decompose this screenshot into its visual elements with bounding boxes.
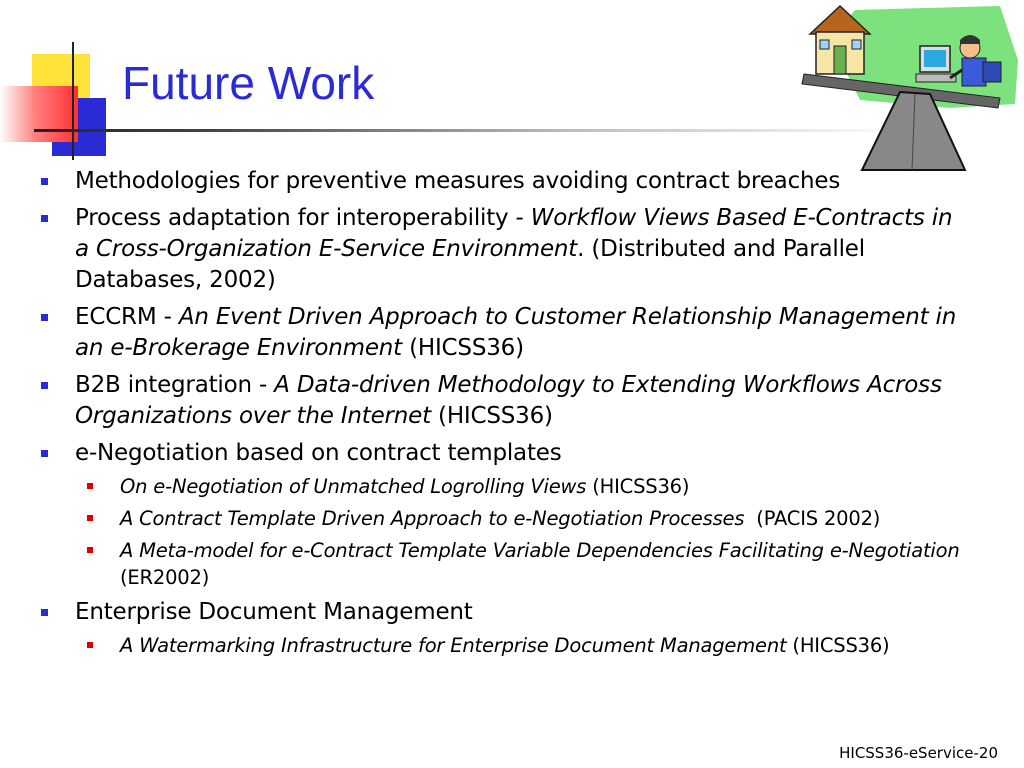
sub-bullet-list [85, 632, 960, 659]
bullet-item: Process adaptation for interoperability - Workflow Views Based E-Contracts in a Cross-Organization E-Service Environment. (Distributed and Parallel Databases, 2002) [40, 203, 960, 296]
square-bullet-icon [41, 382, 48, 389]
square-bullet-icon [41, 178, 48, 185]
square-bullet-icon [87, 515, 93, 521]
bullet-item: Methodologies for preventive measures avoiding contract breaches [40, 166, 960, 197]
sub-bullet-item: A Contract Template Driven Approach to e-Negotiation Processes (PACIS 2002) [85, 505, 960, 532]
square-bullet-icon [41, 215, 48, 222]
square-bullet-icon [87, 547, 93, 553]
decorative-red-gradient [0, 86, 78, 142]
slide-footer: HICSS36-eService-20 [839, 744, 998, 762]
square-bullet-icon [41, 450, 48, 457]
bullet-item: ECCRM - An Event Driven Approach to Customer Relationship Management in an e-Brokerage Environment (HICSS36) [40, 302, 960, 364]
title-underline [34, 129, 914, 132]
square-bullet-icon [41, 609, 48, 616]
sub-bullet-item: A Watermarking Infrastructure for Enterprise Document Management (HICSS36) [85, 632, 960, 659]
paper-title: A Watermarking Infrastructure for Enterprise Document Management [120, 634, 787, 657]
paper-title: On e-Negotiation of Unmatched Logrolling Views [120, 475, 587, 498]
square-bullet-icon [41, 314, 48, 321]
paper-title: Workflow Views Based E-Contracts in a Cross-Organization E-Service Environment [75, 205, 953, 262]
bullet-list [40, 166, 960, 665]
square-bullet-icon [87, 483, 93, 489]
paper-title: An Event Driven Approach to Customer Relationship Management in an e-Brokerage Environment [75, 304, 957, 361]
sub-bullet-item: On e-Negotiation of Unmatched Logrolling Views (HICSS36) [85, 473, 960, 500]
seesaw-house-vs-computer-icon [800, 0, 1024, 175]
slide-title: Future Work [122, 57, 375, 109]
paper-title: A Meta-model for e-Contract Template Variable Dependencies Facilitating e-Negotiation [120, 539, 960, 562]
square-bullet-icon [87, 642, 93, 648]
sub-bullet-item: A Meta-model for e-Contract Template Variable Dependencies Facilitating e-Negotiation (ER2002) [85, 537, 960, 591]
bullet-item: B2B integration - A Data-driven Methodology to Extending Workflows Across Organizations over the Internet (HICSS36) [40, 370, 960, 432]
paper-title: A Data-driven Methodology to Extending Workflows Across Organizations over the Internet [75, 372, 942, 429]
paper-title: A Contract Template Driven Approach to e-Negotiation Processes [120, 507, 745, 530]
decorative-vertical-line [72, 42, 74, 160]
sub-bullet-list [85, 473, 960, 591]
bullet-item: e-Negotiation based on contract templates On e-Negotiation of Unmatched Logrolling Views (HICSS36) A Contract Template Driven Approach to e-Negotiation Processes (PACIS 2002) A Meta-model for e-Contract Template Variable Dependencies Facilitating e-Negotiation (ER2002) [40, 438, 960, 591]
bullet-item: Enterprise Document Management A Watermarking Infrastructure for Enterprise Document Management (HICSS36) [40, 597, 960, 659]
